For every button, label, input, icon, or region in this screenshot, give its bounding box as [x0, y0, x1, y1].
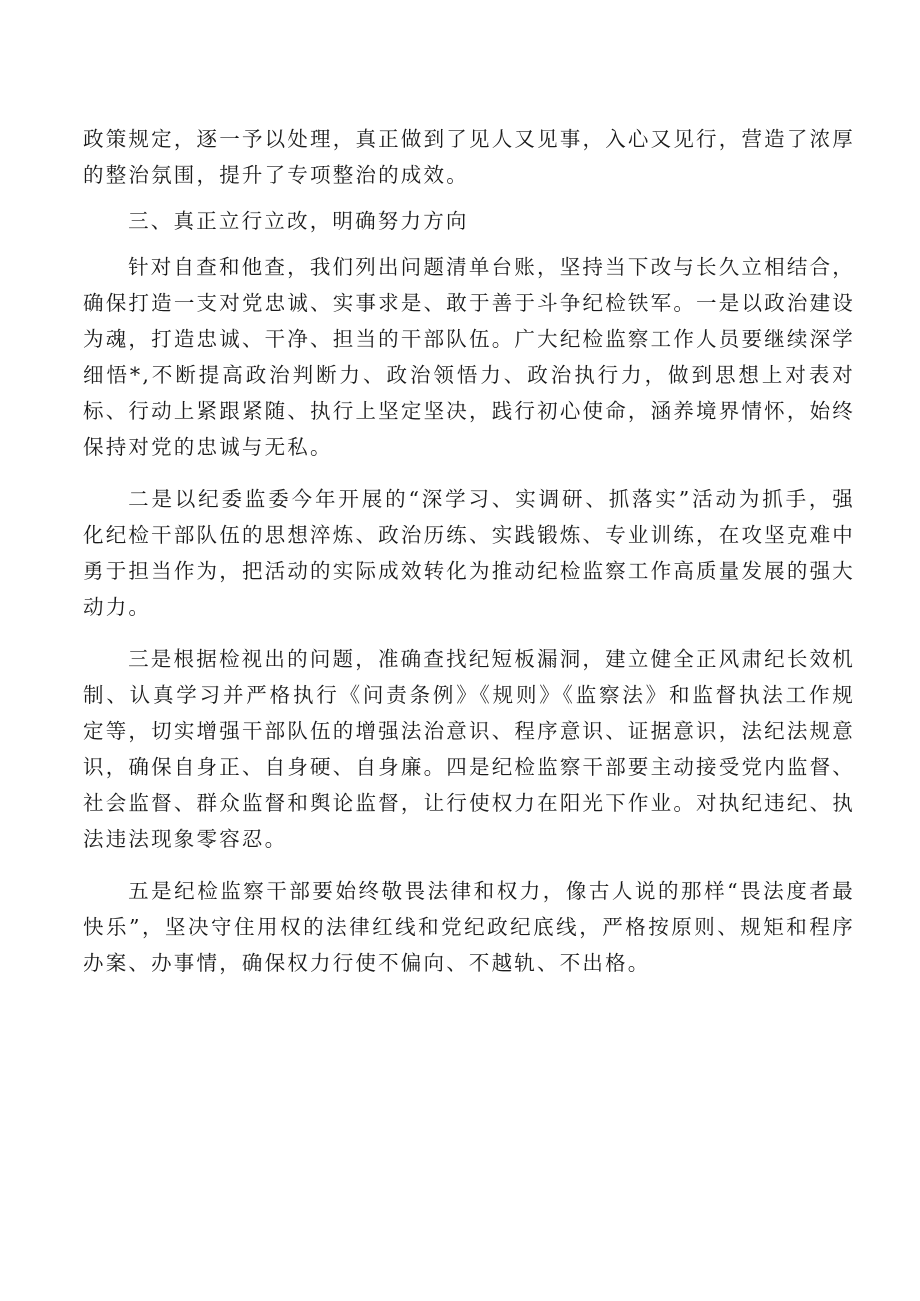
section-heading: 三、真正立行立改，明确努力方向: [128, 209, 469, 233]
paragraph-self-check: 针对自查和他查，我们列出问题清单台账，坚持当下改与长久立相结合，确保打造一支对党忠诚、实事求是、敢于善于斗争纪检铁军。一是以政治建设为魂，打造忠诚、干净、担当的干部队伍。广大纪检监察工作人员要继续深学细悟*,不断提高政治判断力、政治领悟力、政治执行力，做到思想上对表对标、行动上紧跟紧随、执行上坚定坚决，践行初心使命，涵养境界情怀，始终保持对党的忠诚与无私。: [83, 255, 855, 459]
document-body: [83, 121, 855, 981]
paragraph-point-three-four: 三是根据检视出的问题，准确查找纪短板漏洞，建立健全正风肃纪长效机制、认真学习并严格执行《问责条例》《规则》《监察法》和监督执法工作规定等，切实增强干部队伍的增强法治意识、程序意识、证据意识，法纪法规意识，确保自身正、自身硬、自身廉。四是纪检监察干部要主动接受党内监督、社会监督、群众监督和舆论监督，让行使权力在阳光下作业。对执纪违纪、执法违法现象零容忍。: [83, 647, 855, 851]
paragraph-point-five: 五是纪检监察干部要始终敬畏法律和权力，像古人说的那样“畏法度者最快乐”，坚决守住用权的法律红线和党纪政纪底线，严格按原则、规矩和程序办案、办事情，确保权力行使不偏向、不越轨、不出格。: [83, 879, 855, 975]
paragraph-continuation: 政策规定，逐一予以处理，真正做到了见人又见事，入心又见行，营造了浓厚的整治氛围，提升了专项整治的成效。: [83, 127, 855, 187]
paragraph-point-two: 二是以纪委监委今年开展的“深学习、实调研、抓落实”活动为抓手，强化纪检干部队伍的思想淬炼、政治历练、实践锻炼、专业训练，在攻坚克难中勇于担当作为，把活动的实际成效转化为推动纪检监察工作高质量发展的强大动力。: [83, 487, 855, 619]
